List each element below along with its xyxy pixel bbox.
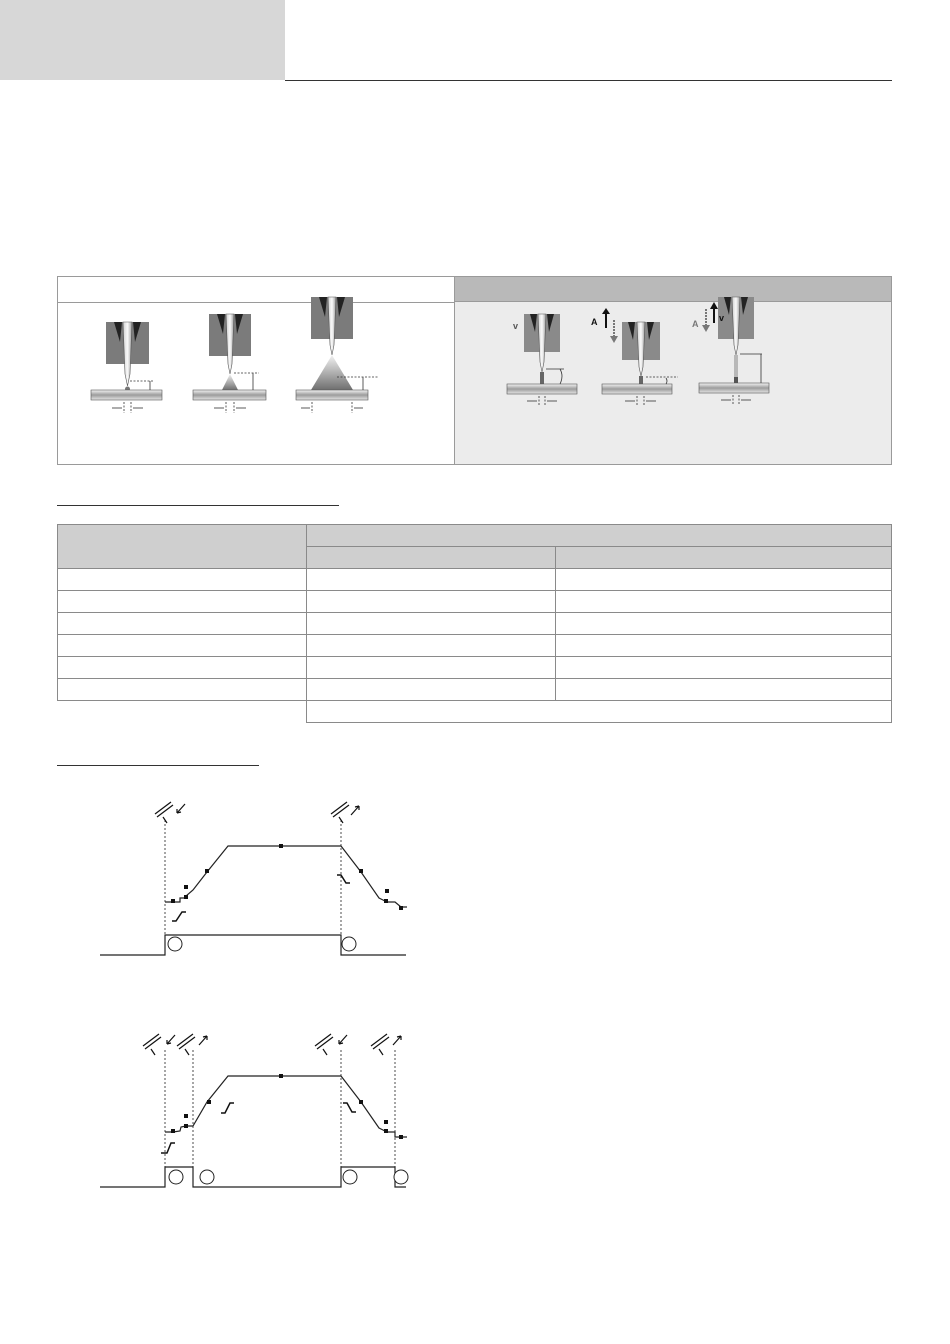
current-label: A <box>591 317 598 327</box>
torch-6 <box>692 297 769 405</box>
process-comparison-panel <box>57 276 892 465</box>
torch-1 <box>91 322 162 413</box>
speed-label-2: v <box>719 313 725 323</box>
timing-diagram-2t <box>95 795 415 965</box>
torch-2 <box>193 314 266 413</box>
table-row <box>58 679 892 701</box>
table-header-cell <box>306 547 556 569</box>
table-header-cell <box>58 525 307 569</box>
torch-5 <box>591 308 678 406</box>
current-label-2: A <box>692 319 699 329</box>
torch-3 <box>296 297 379 413</box>
table-row <box>58 591 892 613</box>
section-heading-rule-1 <box>57 505 339 506</box>
table-row <box>58 569 892 591</box>
parameter-table <box>57 524 892 723</box>
header-block <box>0 0 285 80</box>
table-row <box>58 701 892 723</box>
header-rule <box>285 80 892 81</box>
table-row <box>58 635 892 657</box>
table-row <box>58 613 892 635</box>
torch-4 <box>507 314 577 406</box>
table-header-cell <box>556 547 892 569</box>
timing-diagram-4t <box>95 1025 415 1195</box>
table-row <box>58 657 892 679</box>
torch-illustrations <box>58 277 893 466</box>
speed-label: v <box>513 321 519 331</box>
section-heading-rule-2 <box>57 765 259 766</box>
table-header-cell <box>306 525 891 547</box>
